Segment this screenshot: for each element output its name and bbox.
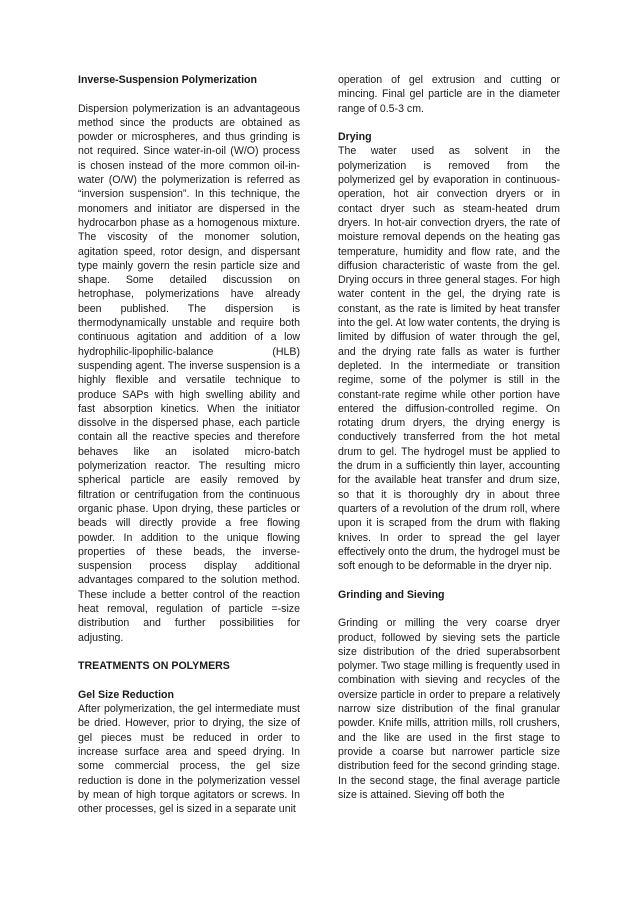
spacer — [338, 602, 560, 616]
paragraph-grinding-sieving: Grinding or milling the very coarse dryer product, followed by sieving sets the particle size distribution of the dried superabsorbent polymer. Two stage milling is frequently used in combination with sieving and recycles of the oversize particle in order to prepare a relatively narrow size distribution of the final granular powder. Knife mills, attrition mills, roll crushers, and the like are used in the first stage to provide a coarse but narrower particle size distribution feed for the second grinding stage. In the second stage, the final average particle size is attained. Sieving off both the — [338, 617, 560, 801]
paragraph-inverse-suspension: Dispersion polymerization is an advantageous method since the products are obtained as powder or microspheres, and thus grinding is not required. Since water-in-oil (W/O) process is chosen instead of the more common oil-in-water (O/W) the polymerization is referred as “inversion suspension”. In this technique, the monomers and initiator are dispersed in the hydrocarbon phase as a homogenous mixture. The viscosity of the monomer solution, agitation speed, rotor design, and dispersant type mainly govern the resin particle size and shape. Some detailed discussion on hetrophase, polymerizations have already been published. The dispersion is thermodynamically unstable and require both continuous agitation and addition of a low hydrophilic-lipophilic-balance (HLB) suspending agent. The inverse suspension is a highly flexible and versatile technique to produce SAPs with high swelling ability and fast absorption kinetics. When the initiator dissolve in the dispersed phase, each particle contain all the reactive species and therefore behaves like an isolated micro-batch polymerization reactor. The resulting micro spherical particle are easily removed by filtration or centrifugation from the continuous organic phase. Upon drying, these particles or beads will directly provide a free flowing powder. In addition to the unique flowing properties of these beads, the inverse-suspension process display additional advantages compared to the solution method. These include a better control of the reaction heat removal, regulation of particle =-size distribution and further possibilities for adjusting. — [78, 102, 300, 644]
paragraph-gel-size-reduction: After polymerization, the gel intermediate must be dried. However, prior to drying, the size of gel pieces must be reduced in order to increase surface area and speed drying. In some commercial process, the gel size reduction is done in the polymerization vessel by mean of high torque agitators or screws. In other processes, gel is sized in a separate unit — [78, 703, 300, 816]
heading-grinding-sieving: Grinding and Sieving — [338, 588, 445, 601]
paragraph-gel-continued: operation of gel extrusion and cutting or mincing. Final gel particle are in the diameter range of 0.5-3 cm. — [338, 74, 560, 115]
heading-inverse-suspension: Inverse-Suspension Polymerization — [78, 74, 257, 86]
right-column — [338, 73, 560, 802]
spacer — [78, 673, 300, 687]
spacer — [78, 87, 300, 101]
left-column — [78, 73, 300, 816]
spacer — [338, 116, 560, 130]
heading-gel-size-reduction: Gel Size Reduction — [78, 688, 174, 701]
paragraph-drying: The water used as solvent in the polymerization is removed from the polymerized gel by evaporation in continuous-operation, hot air convection dryers or in contact dryer such as steam-heated drum dryers. In hot-air convection dryers, the rate of moisture removal depends on the heating gas temperature, humidity and flow rate, and the diffusion characteristic of waste from the gel. Drying occurs in three general stages. For high water content in the gel, the drying rate is constant, as the rate is limited by heat transfer into the gel. At low water contents, the drying is limited by diffusion of water through the gel, and the drying rate falls as water is further depleted. In the intermediate or transition regime, some of the polymer is still in the constant-rate regime while other portion have entered the diffusion-controlled regime. On rotating drum dryers, the drying energy is conductively transferred from the hot metal drum to gel. The hydrogel must be applied to the drum in a sufficiently thin layer, accounting for the available heat transfer and drum size, so that it is thoroughly dry in about three quarters of a revolution of the drum roll, where upon it is scraped from the drum with flaking knives. In order to spread the gel layer effectively onto the drum, the hydrogel must be soft enough to be deformable in the dryer nip. — [338, 145, 560, 573]
spacer — [338, 573, 560, 587]
heading-treatments: TREATMENTS ON POLYMERS — [78, 660, 230, 673]
spacer — [78, 645, 300, 659]
heading-drying: Drying — [338, 131, 372, 144]
